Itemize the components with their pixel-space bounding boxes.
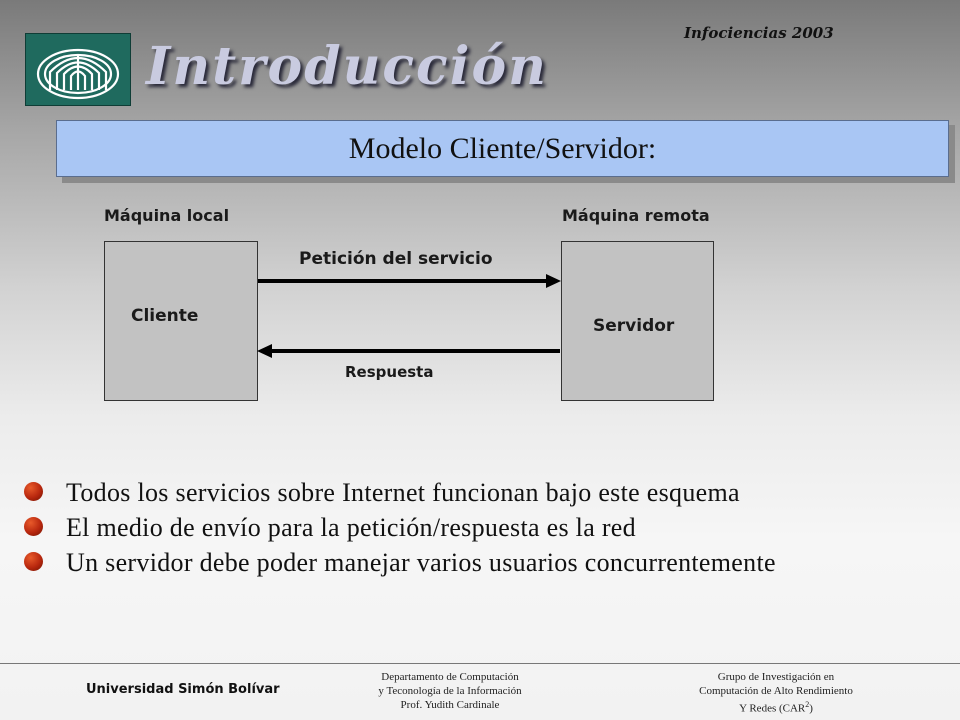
university-logo-icon bbox=[25, 33, 131, 106]
bullet-icon bbox=[24, 482, 43, 501]
server-label: Servidor bbox=[593, 316, 675, 336]
response-arrow bbox=[257, 344, 560, 358]
subtitle-banner bbox=[56, 120, 949, 177]
request-label: Petición del servicio bbox=[299, 249, 493, 269]
bullet-icon bbox=[24, 552, 43, 571]
client-label: Cliente bbox=[131, 306, 199, 326]
footer-university: Universidad Simón Bolívar bbox=[86, 682, 280, 697]
bullet-icon bbox=[24, 517, 43, 536]
event-tag: Infociencias 2003 bbox=[684, 24, 834, 42]
page-title: Introducción bbox=[146, 36, 548, 97]
local-machine-caption: Máquina local bbox=[104, 206, 230, 225]
response-label: Respuesta bbox=[345, 363, 434, 381]
remote-machine-caption: Máquina remota bbox=[562, 206, 710, 225]
request-arrow bbox=[258, 274, 561, 288]
footer-research-group: Grupo de Investigación en Computación de Alto Rendimiento Y Redes (CAR$^2$) bbox=[699, 671, 853, 715]
footer-divider bbox=[0, 663, 960, 664]
arrows bbox=[256, 270, 562, 362]
footer-department: Departamento de Computación y Teconología de la Información Prof. Yudith Cardinale bbox=[378, 671, 522, 711]
subtitle-text: Modelo Cliente/Servidor: bbox=[348, 131, 657, 165]
